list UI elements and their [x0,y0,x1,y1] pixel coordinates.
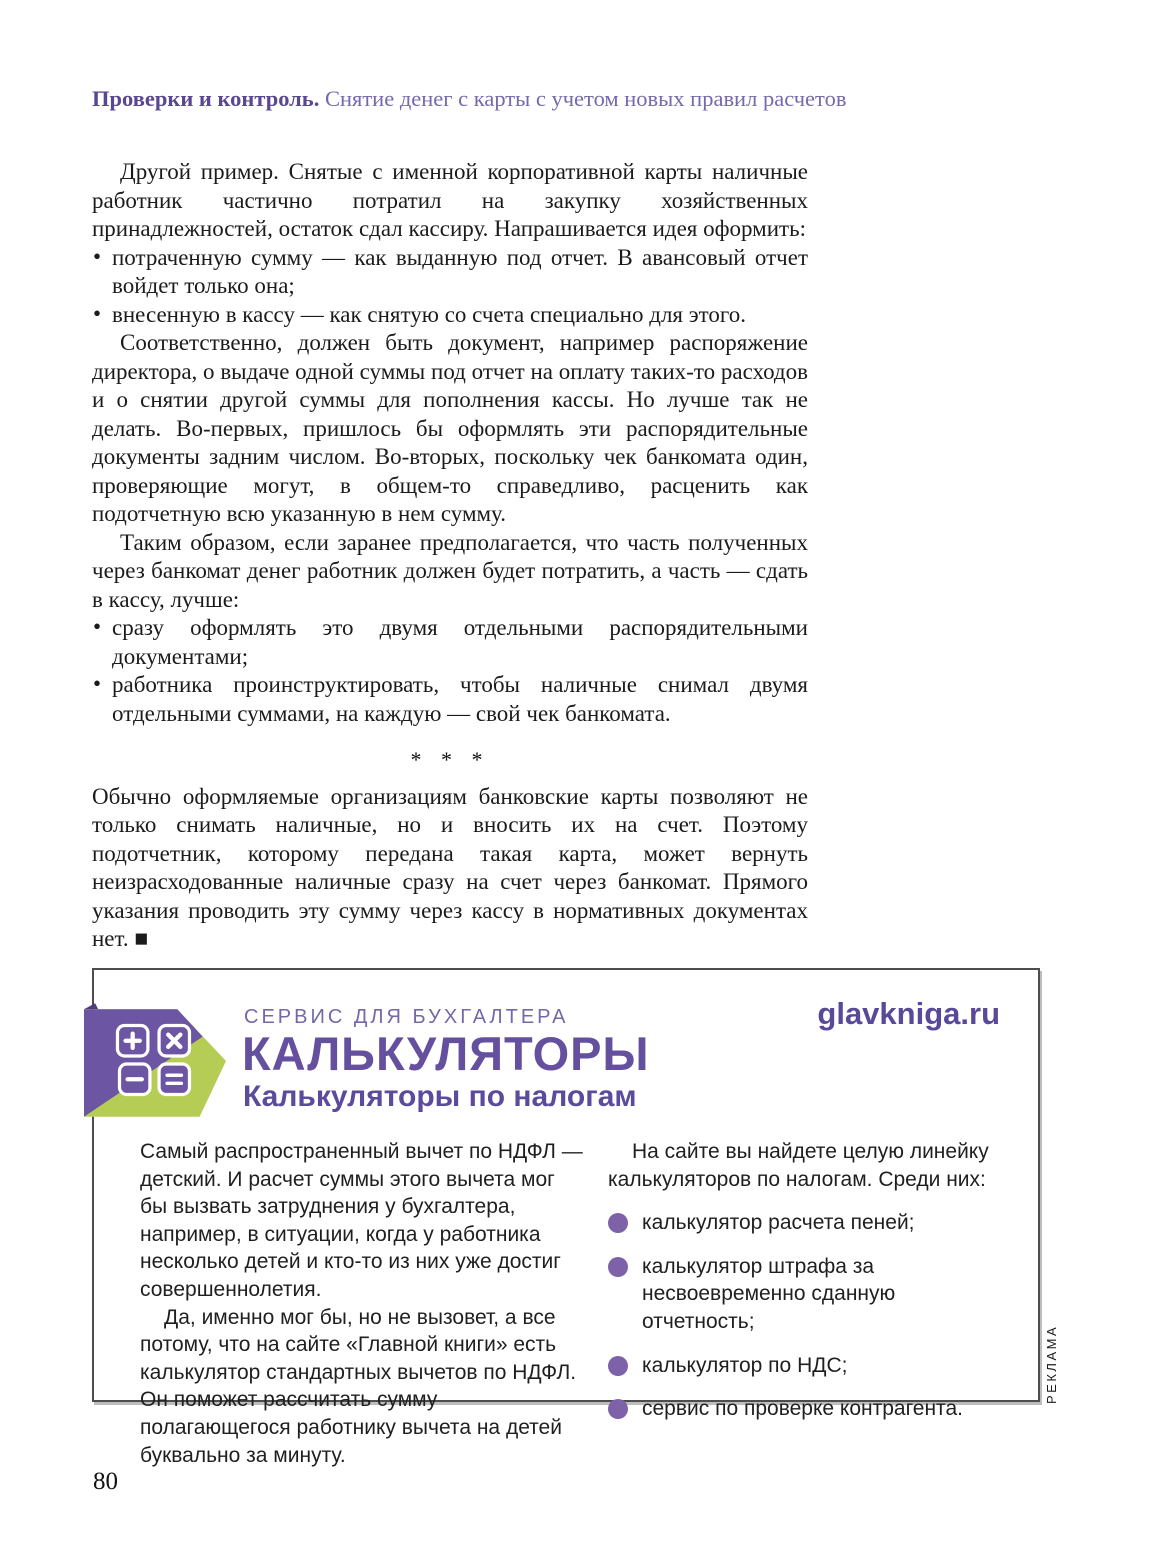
section-name: Проверки и контроль. [92,86,320,111]
list-item [608,1253,1006,1336]
bullet-item [92,614,808,671]
list-item-text: калькулятор штрафа за несвоевременно сданную отчетность; [642,1254,896,1333]
ad-subtitle: Калькуляторы по налогам [243,1080,637,1113]
bullet-text: потраченную сумму — как выданную под отчет. В авансовый отчет войдет только она; [112,244,808,298]
bullet-icon: • [93,300,102,326]
bullet-item [92,244,808,301]
bullet-icon: • [93,243,102,269]
list-item-text: калькулятор по НДС; [642,1353,848,1377]
bullet-item [92,301,808,330]
section-separator: * * * [410,747,490,772]
article-body [92,158,808,954]
bullet-circle-icon [608,1356,628,1376]
service-label: СЕРВИС ДЛЯ БУХГАЛТЕРА [244,1006,569,1028]
list-item-text: сервис по проверке контрагента. [642,1397,963,1421]
ad-columns [140,1138,1006,1469]
page-header [92,86,892,112]
bullet-text: работника проинструктировать, чтобы наличные снимал двумя отдельными суммами, на каждую — свой чек банкомата. [112,672,808,726]
bullet-icon: • [93,671,102,696]
list-item [608,1395,1006,1423]
ad-right-column [608,1138,1006,1469]
ad-paragraph: Самый распространенный вычет по НДФЛ — детский. И расчет суммы этого вычета мог бы вызвать затруднения у бухгалтера, например, в ситуации, когда у работника несколько детей и кто-то из них уже достиг совершеннолетия. [140,1140,583,1301]
ad-paragraph: Да, именно мог бы, но не вызовет, а все потому, что на сайте «Главной книги» есть калькулятор стандартных вычетов по НДФЛ. Он поможет рассчитать сумму полагающегося работнику вычета на детей буквально за минуту. [140,1305,577,1467]
bullet-circle-icon [608,1399,628,1419]
bullet-circle-icon [608,1213,628,1233]
paragraph: Соответственно, должен быть документ, например распоряжение директора, о выдаче одной суммы под отчет на оплату таких-то расходов и о снятии другой суммы для пополнения кассы. Но лучше так не делать. Во-первых, пришлось бы оформлять эти распорядительные документы задним числом. Во-вторых, поскольку чек банкомата один, проверяющие могут, в общем-то справедливо, расценить как подотчетную всю указанную в нем сумму. [92,330,808,526]
calculator-list [608,1209,1006,1423]
ad-banner [92,968,1040,1467]
article-running-title: Снятие денег с карты с учетом новых правил расчетов [319,86,847,111]
page-number: 80 [93,1468,118,1495]
list-item [608,1209,1006,1237]
glavkniga-site-link[interactable]: glavkniga.ru [817,996,1000,1031]
bullet-text: сразу оформлять это двумя отдельными распорядительными документами; [112,615,808,669]
bullet-circle-icon [608,1257,628,1277]
ad-marker-label: РЕКЛАМА [1044,1324,1059,1404]
ad-intro: На сайте вы найдете целую линейку калькуляторов по налогам. Среди них: [608,1140,989,1191]
list-item [608,1352,1006,1380]
paragraph: Обычно оформляемые организациям банковские карты позволяют не только снимать наличные, но и вносить их на счет. Поэтому подотчетник, которому передана такая карта, может вернуть неизрасходованные наличные сразу на счет через банкомат. Прямого указания проводить эту сумму через кассу в нормативных документах нет. ■ [92,783,808,951]
ad-title: КАЛЬКУЛЯТОРЫ [242,1027,650,1080]
calculators-logo-icon [84,1003,226,1117]
bullet-text: внесенную в кассу — как снятую со счета специально для этого. [112,301,746,327]
paragraph: Таким образом, если заранее предполагается, что часть полученных через банкомат денег работник должен будет потратить, а часть — сдать в кассу, лучше: [92,529,808,612]
bullet-icon: • [93,614,102,639]
paragraph: Другой пример. Снятые с именной корпоративной карты наличные работник частично потратил на закупку хозяйственных принадлежностей, остаток сдал кассиру. Напрашивается идея оформить: [92,159,808,241]
bullet-item [92,671,808,728]
ad-left-column [140,1138,583,1469]
list-item-text: калькулятор расчета пеней; [642,1211,915,1235]
